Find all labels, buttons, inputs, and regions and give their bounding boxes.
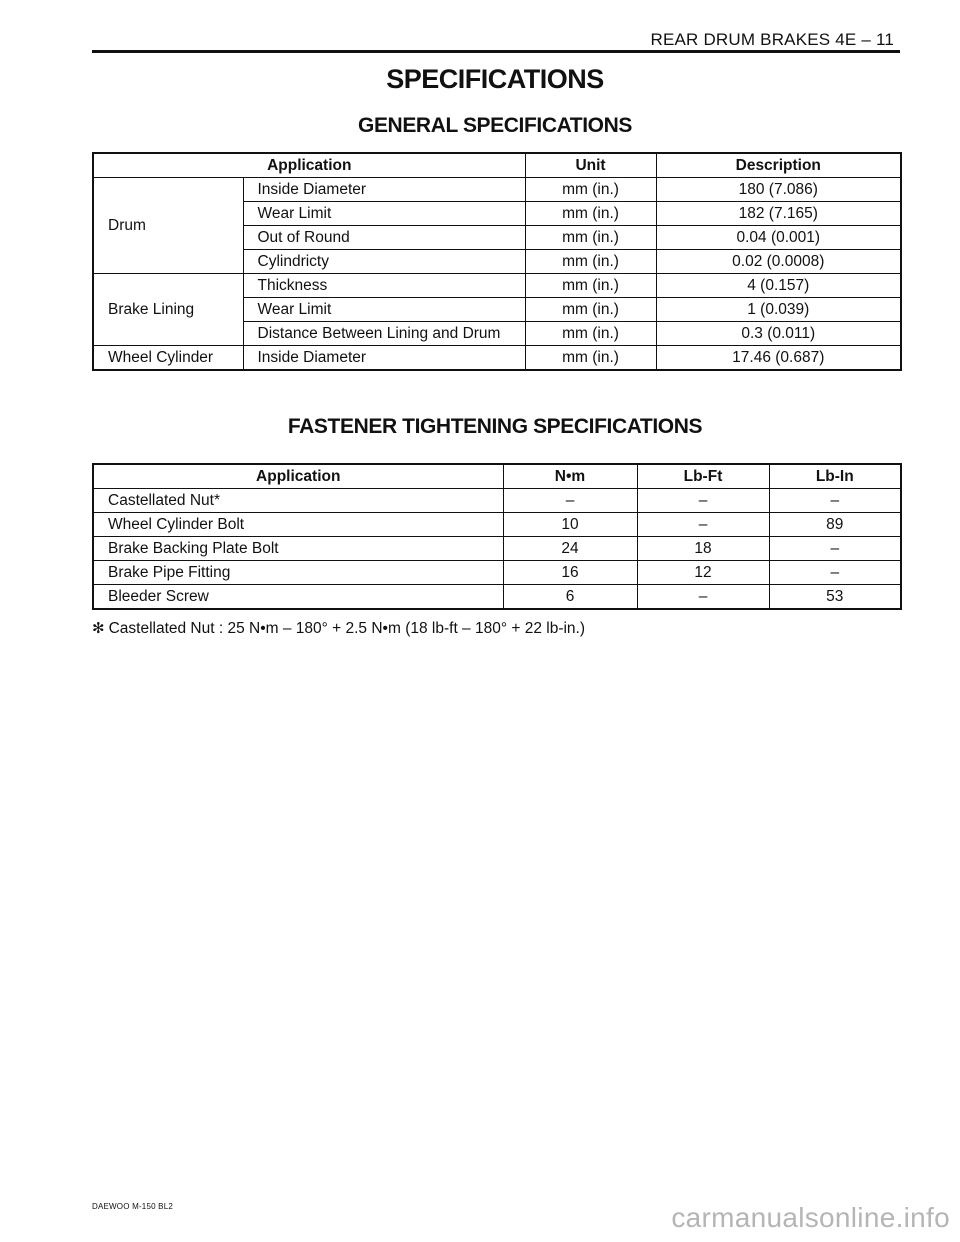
row-lb-ft: – <box>637 513 769 537</box>
table-row <box>93 537 901 561</box>
row-description: 1 (0.039) <box>656 298 901 322</box>
column-header-unit: Unit <box>525 153 656 178</box>
row-nm: 24 <box>503 537 637 561</box>
page-header-title: REAR DRUM BRAKES 4E – 11 <box>650 30 894 49</box>
row-nm: 6 <box>503 585 637 610</box>
row-lb-in: – <box>769 561 901 585</box>
row-application: Brake Backing Plate Bolt <box>93 537 503 561</box>
row-unit: mm (in.) <box>525 178 656 202</box>
row-application: Brake Pipe Fitting <box>93 561 503 585</box>
row-item: Distance Between Lining and Drum <box>243 322 525 346</box>
row-nm: 16 <box>503 561 637 585</box>
row-unit: mm (in.) <box>525 298 656 322</box>
row-application: Castellated Nut* <box>93 489 503 513</box>
row-unit: mm (in.) <box>525 346 656 371</box>
row-item: Thickness <box>243 274 525 298</box>
row-lb-ft: – <box>637 585 769 610</box>
row-lb-in: – <box>769 537 901 561</box>
table-row <box>93 346 901 371</box>
row-item: Inside Diameter <box>243 346 525 371</box>
row-lb-ft: 18 <box>637 537 769 561</box>
row-application: Wheel Cylinder Bolt <box>93 513 503 537</box>
table-row <box>93 274 901 298</box>
table-header-row <box>93 464 901 489</box>
row-description: 17.46 (0.687) <box>656 346 901 371</box>
footer-document-code: DAEWOO M-150 BL2 <box>92 1202 174 1211</box>
column-header-description: Description <box>656 153 901 178</box>
row-item: Wear Limit <box>243 298 525 322</box>
fastener-specifications-title: FASTENER TIGHTENING SPECIFICATIONS <box>287 415 703 438</box>
table-row <box>93 513 901 537</box>
footnote-text: Castellated Nut : 25 N•m – 180° + 2.5 N•m (18 lb-ft – 180° + 22 lb-in.) <box>108 620 586 637</box>
row-description: 0.04 (0.001) <box>656 226 901 250</box>
general-specifications-title: GENERAL SPECIFICATIONS <box>358 114 632 137</box>
table-row <box>93 178 901 202</box>
column-header-application: Application <box>93 464 503 489</box>
column-header-application: Application <box>93 153 525 178</box>
row-lb-in: 89 <box>769 513 901 537</box>
row-application: Bleeder Screw <box>93 585 503 610</box>
row-lb-in: – <box>769 489 901 513</box>
table-header-row <box>93 153 901 178</box>
row-unit: mm (in.) <box>525 274 656 298</box>
table-row <box>93 489 901 513</box>
group-label-brake-lining: Brake Lining <box>93 274 243 346</box>
group-label-drum: Drum <box>93 178 243 274</box>
column-header-nm: N•m <box>503 464 637 489</box>
column-header-lb-in: Lb-In <box>769 464 901 489</box>
row-lb-ft: – <box>637 489 769 513</box>
column-header-lb-ft: Lb-Ft <box>637 464 769 489</box>
row-unit: mm (in.) <box>525 202 656 226</box>
asterisk-icon: ✻ <box>92 620 105 637</box>
watermark: carmanualsonline.info <box>671 1202 950 1233</box>
row-description: 0.02 (0.0008) <box>656 250 901 274</box>
footnote <box>92 619 585 638</box>
header-rule <box>92 50 900 53</box>
row-item: Wear Limit <box>243 202 525 226</box>
row-description: 180 (7.086) <box>656 178 901 202</box>
general-specifications-table <box>92 152 902 371</box>
row-nm: 10 <box>503 513 637 537</box>
row-nm: – <box>503 489 637 513</box>
row-unit: mm (in.) <box>525 322 656 346</box>
row-lb-ft: 12 <box>637 561 769 585</box>
group-label-wheel-cylinder: Wheel Cylinder <box>93 346 243 371</box>
row-unit: mm (in.) <box>525 226 656 250</box>
row-item: Inside Diameter <box>243 178 525 202</box>
row-description: 0.3 (0.011) <box>656 322 901 346</box>
page-title: SPECIFICATIONS <box>386 64 604 94</box>
table-row <box>93 561 901 585</box>
table-row <box>93 585 901 610</box>
fastener-specifications-table <box>92 463 902 610</box>
row-description: 4 (0.157) <box>656 274 901 298</box>
row-unit: mm (in.) <box>525 250 656 274</box>
row-lb-in: 53 <box>769 585 901 610</box>
row-item: Cylindricty <box>243 250 525 274</box>
row-description: 182 (7.165) <box>656 202 901 226</box>
row-item: Out of Round <box>243 226 525 250</box>
